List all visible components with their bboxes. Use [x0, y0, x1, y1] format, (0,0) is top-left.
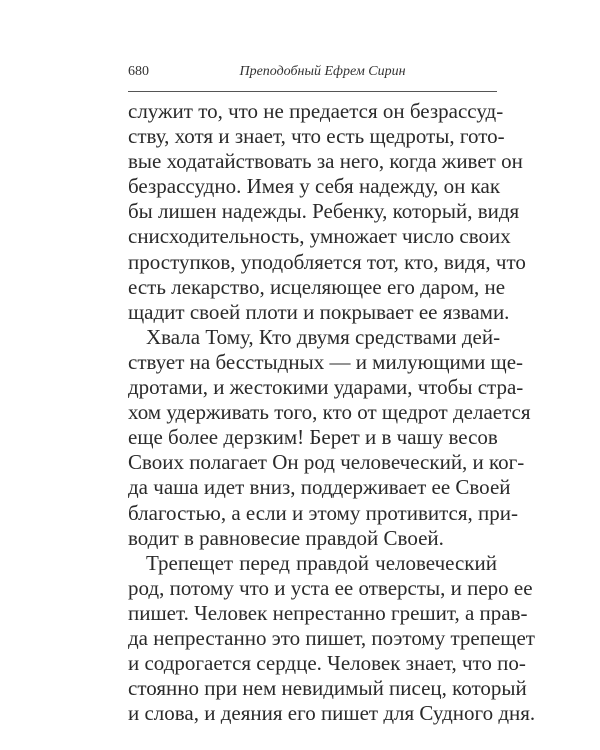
text-line: да чаша идет вниз, поддерживает ее Своей	[128, 475, 511, 500]
text-line: бы лишен надежды. Ребенку, который, видя	[128, 199, 520, 224]
text-line: щадит своей плоти и покрывает ее язвами.	[128, 299, 510, 324]
running-title: Преподобный Ефрем Сирин	[239, 64, 406, 79]
text-line: и слова, и деяния его пишет для Судного дня.	[128, 701, 536, 726]
text-line: вые ходатайствовать за него, когда живет он	[128, 149, 523, 174]
text-line: безрассудно. Имея у себя надежду, он как	[128, 174, 501, 199]
text-line: ству, хотя и знает, что есть щедроты, гото-	[128, 124, 505, 149]
text-line: и содрогается сердце. Человек знает, что по-	[128, 651, 526, 676]
text-line: Своих полагает Он род человеческий, и ког-	[128, 450, 525, 475]
text-line: дротами, и жестокими ударами, чтобы стра-	[128, 375, 524, 400]
text-line: род, потому что и уста ее отверсты, и перо ее	[128, 575, 533, 600]
text-line: водит в равновесие правдой Своей.	[128, 525, 444, 550]
text-line: да непрестанно это пишет, поэтому трепещет	[128, 625, 535, 650]
body-text	[128, 99, 536, 726]
text-line: снисходительность, умножает число своих	[128, 224, 511, 249]
text-line: служит то, что не предается он безрассуд-	[128, 99, 504, 123]
page-header	[128, 64, 497, 86]
text-line: есть лекарство, исцеляющее его даром, не	[128, 274, 506, 299]
text-line: стоянно при нем невидимый писец, который	[128, 676, 527, 701]
text-line: ствует на бесстыдных — и милующими ще-	[128, 349, 524, 374]
text-line: благостью, а если и этому противится, при-	[128, 500, 518, 525]
text-line: Трепещет перед правдой человеческий	[146, 550, 497, 575]
header-rule	[128, 91, 497, 92]
text-line: хом удерживать того, кто от щедрот делается	[128, 400, 531, 425]
text-line: еще более дерзким! Берет и в чашу весов	[128, 425, 498, 450]
page-number: 680	[128, 64, 149, 79]
text-line: Хвала Тому, Кто двумя средствами дей-	[146, 324, 501, 349]
text-line: проступков, уподобляется тот, кто, видя, что	[128, 249, 526, 274]
text-line: пишет. Человек непрестанно грешит, а прав-	[128, 600, 528, 625]
